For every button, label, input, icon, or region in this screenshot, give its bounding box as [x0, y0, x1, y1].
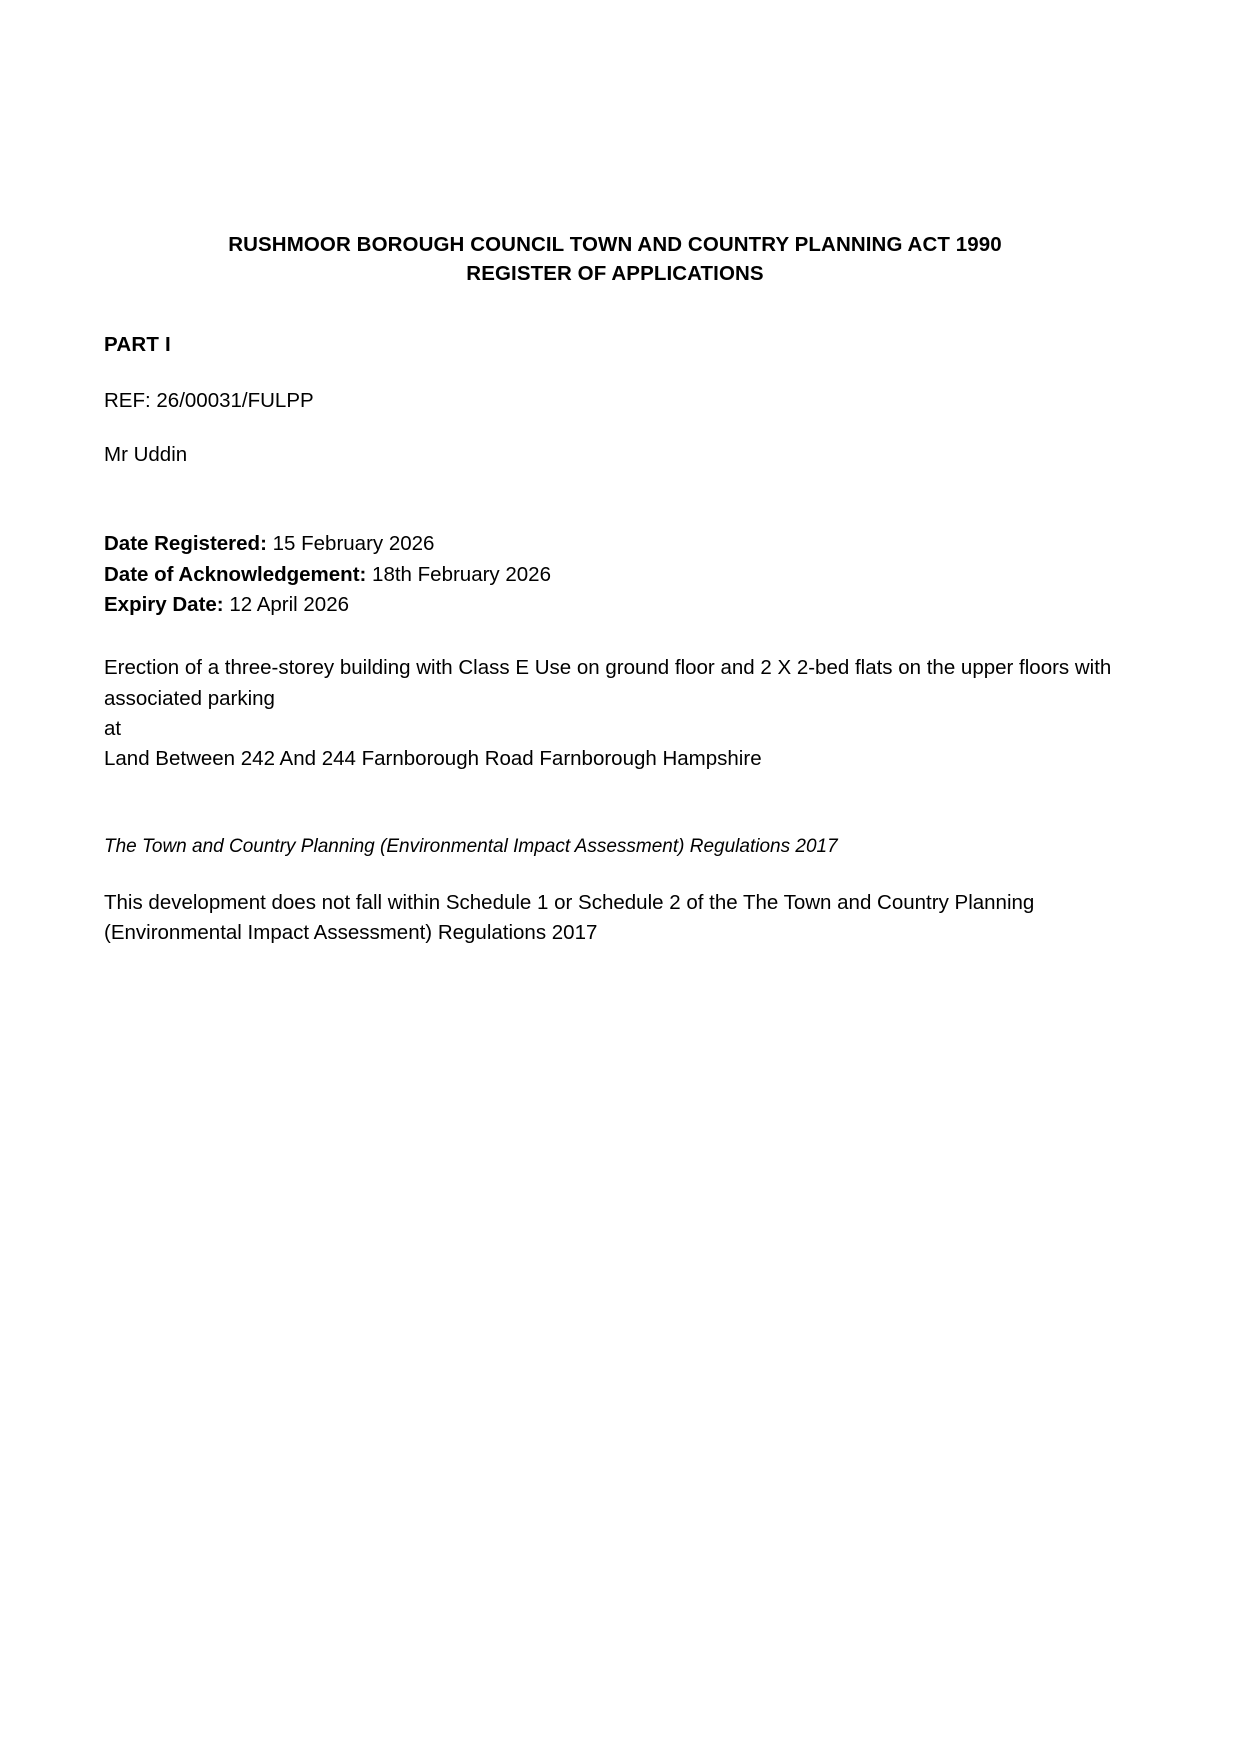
applicant-name: Mr Uddin	[104, 443, 188, 467]
expiry-date-label: Expiry Date:	[104, 592, 224, 616]
date-acknowledgement-label: Date of Acknowledgement:	[104, 562, 367, 586]
expiry-date-row	[104, 590, 1126, 620]
regulations-heading: The Town and Country Planning (Environmental Impact Assessment) Regulations 2017	[104, 835, 838, 857]
date-registered-value: 15 February 2026	[266, 532, 435, 556]
proposal-description: Erection of a three-storey building with Class E Use on ground floor and 2 X 2-bed flats on the upper floors with associated parking	[104, 656, 1112, 710]
dates-block	[104, 529, 1126, 620]
date-registered-label: Date Registered:	[104, 532, 267, 556]
application-reference: REF: 26/00031/FULPP	[104, 389, 314, 413]
date-acknowledgement-row	[104, 560, 1126, 590]
document-title-line-1: RUSHMOOR BOROUGH COUNCIL TOWN AND COUNTRY PLANNING ACT 1990	[228, 233, 1002, 256]
expiry-date-value: 12 April 2026	[223, 592, 350, 616]
document-title	[104, 230, 1126, 288]
site-address: Land Between 242 And 244 Farnborough Road Farnborough Hampshire	[104, 747, 762, 771]
regulations-body: This development does not fall within Schedule 1 or Schedule 2 of the The Town and Country Planning (Environmental Impact Assessment) Regulations 2017	[104, 891, 1035, 945]
date-registered-row	[104, 529, 1126, 559]
date-acknowledgement-value: 18th February 2026	[366, 562, 551, 586]
proposal-block	[104, 653, 1126, 774]
document-title-line-2: REGISTER OF APPLICATIONS	[466, 262, 764, 286]
proposal-at-label: at	[104, 716, 122, 740]
part-heading: PART I	[104, 333, 171, 357]
